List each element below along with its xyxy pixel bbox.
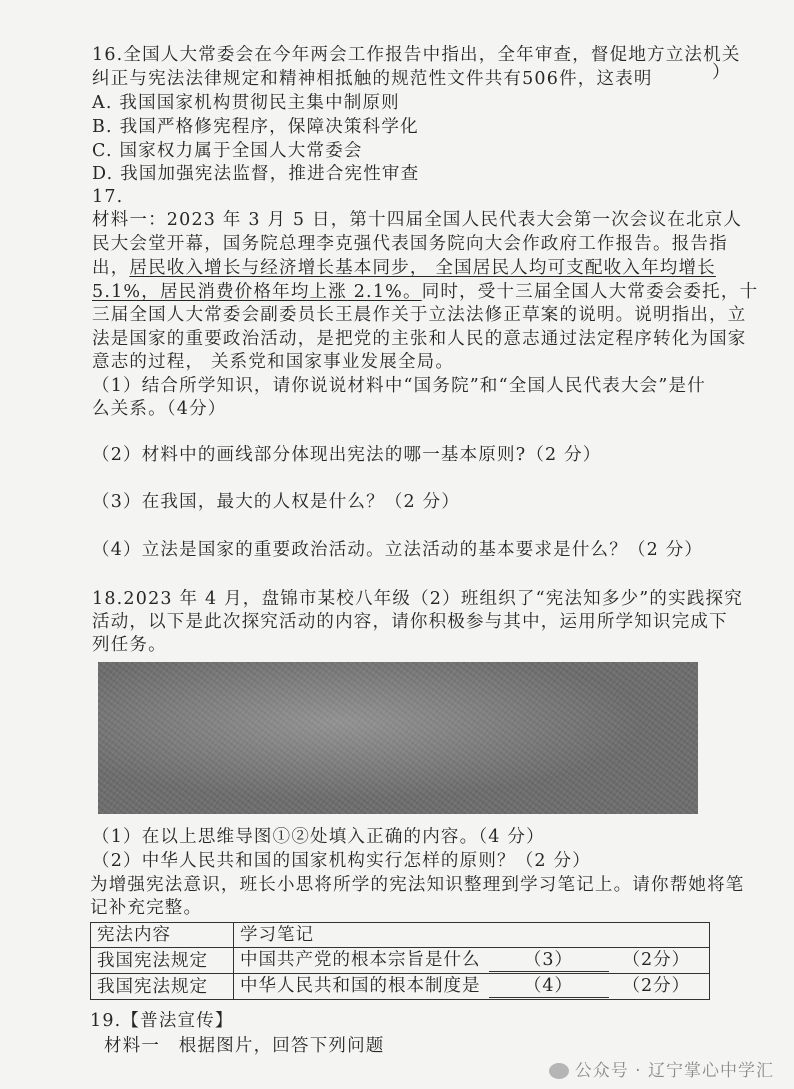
q18-notes-intro: 记补充完整。 — [90, 898, 203, 918]
underlined-text: 居民收入增长与经济增长基本同步， 全国居民人均可支配收入年均增长 — [129, 258, 716, 278]
q16-option-a: A. 我国国家机构贯彻民主集中制原则 — [92, 93, 400, 113]
cell: 我国宪法规定 — [91, 974, 234, 1000]
text: 同时，受十三届全国人大常委会委托，十 — [421, 282, 759, 302]
q17-material-line: 三届全国人大常委会副委员长王晨作关于立法法修正草案的说明。说明指出，立 — [92, 305, 747, 325]
q19-title: 19.【普法宣传】 — [90, 1011, 234, 1031]
cell: 我国宪法规定 — [91, 948, 234, 974]
note-text: 中华人民共和国的根本制度是 — [240, 976, 481, 996]
q18-sub2: （2）中华人民共和国的国家机构实行怎样的原则？（2 分） — [92, 851, 591, 871]
q16-stem-line: 纠正与宪法法律规定和精神相抵触的规范性文件共有506件，这表明 — [92, 69, 653, 89]
q17-material-line: 民大会堂开幕，国务院总理李克强代表国务院向大会作政府工作报告。报告指 — [92, 234, 728, 254]
answer-blank: （3） — [489, 949, 609, 972]
q16-option-b: B. 我国严格修宪程序，保障决策科学化 — [92, 117, 419, 137]
notes-table — [90, 922, 710, 1000]
q18-intro: 列任务。 — [92, 635, 167, 655]
cell — [234, 974, 710, 1000]
header-cell: 宪法内容 — [91, 923, 234, 948]
q17-number: 17. — [92, 187, 124, 207]
wechat-icon — [549, 1063, 569, 1079]
cell — [234, 948, 710, 974]
q17-sub1: （1）结合所学知识，请你说说材料中“国务院”和“全国人民代表大会”是什 — [92, 376, 706, 396]
q17-sub3: （3）在我国，最大的人权是什么？（2 分） — [92, 492, 461, 512]
answer-paren: ） — [712, 62, 730, 83]
table-header — [91, 923, 710, 948]
q17-material-line: 材料一：2023 年 3 月 5 日，第十四届全国人民代表大会第一次会议在北京人 — [92, 210, 743, 230]
header-cell: 学习笔记 — [234, 923, 710, 948]
q17-material-line — [92, 281, 758, 303]
q18-notes-intro: 为增强宪法意识，班长小思将所学的宪法知识整理到学习笔记上。请你帮她将笔 — [90, 875, 745, 895]
q18-intro: 18.2023 年 4 月，盘锦市某校八年级（2）班组织了“宪法知多少”的实践探究 — [92, 589, 743, 609]
points: （2分） — [622, 976, 691, 996]
mind-map-photo — [98, 662, 698, 814]
watermark-text: 公众号 · 辽宁掌心中学汇 — [574, 1061, 774, 1081]
points: （2分） — [622, 950, 691, 970]
q17-material-line: 意志的过程， 关系党和国家事业发展全局。 — [92, 352, 455, 372]
table-row — [91, 974, 710, 1000]
q17-sub4: （4）立法是国家的重要政治活动。立法活动的基本要求是什么？（2 分） — [92, 540, 704, 560]
underlined-text: 5.1%，居民消费价格年均上涨 2.1%。 — [92, 282, 422, 302]
q18-intro: 活动，以下是此次探究活动的内容，请你积极参与其中，运用所学知识完成下 — [92, 612, 728, 632]
watermark — [549, 1060, 774, 1082]
q16-option-c: C. 国家权力属于全国人大常委会 — [92, 141, 363, 161]
q16-option-d: D. 我国加强宪法监督，推进合宪性审查 — [92, 164, 420, 184]
text: 出， — [92, 258, 130, 278]
q19-material: 材料一 根据图片，回答下列问题 — [104, 1036, 385, 1056]
q17-sub1: 么关系。（4分） — [92, 399, 227, 419]
table-row — [91, 948, 710, 974]
q17-material-line — [92, 257, 716, 279]
q18-sub1: （1）在以上思维导图①②处填入正确的内容。（4 分） — [92, 827, 545, 847]
answer-blank: （4） — [489, 975, 609, 998]
q16-stem-line: 16.全国人大常委会在今年两会工作报告中指出，全年审查，督促地方立法机关 — [92, 45, 741, 65]
note-text: 中国共产党的根本宗旨是什么 — [240, 950, 481, 970]
q17-material-line: 法是国家的重要政治活动，是把党的主张和人民的意志通过法定程序转化为国家 — [92, 329, 747, 349]
q17-sub2: （2）材料中的画线部分体现出宪法的哪一基本原则?（2 分） — [92, 445, 602, 465]
